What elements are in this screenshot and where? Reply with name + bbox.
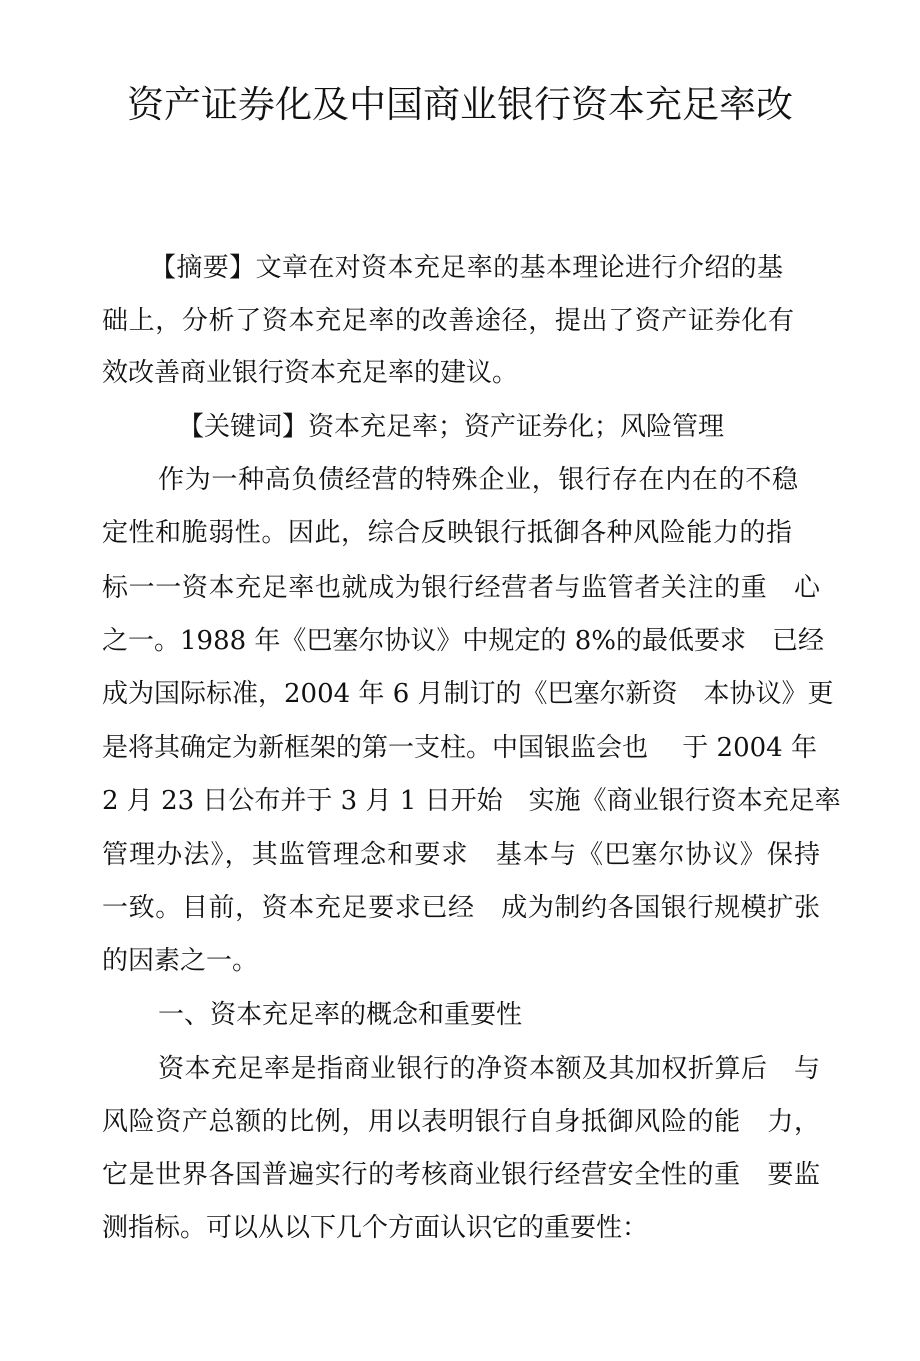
abstract-line-1: 【摘要】文章在对资本充足率的基本理论进行介绍的基 [150, 253, 783, 283]
intro-line-10: 的因素之一。 [102, 946, 259, 976]
section1-line-1: 资本充足率是指商业银行的净资本额及其加权折算后 与 [158, 1054, 820, 1084]
intro-line-5: 成为国际标准，2004 年 6 月制订的《巴塞尔新资 本协议》更 [102, 679, 834, 709]
section1-line-3: 它是世界各国普遍实行的考核商业银行经营安全性的重 要监 [102, 1160, 820, 1190]
intro-line-8: 管理办法》，其监管理念和要求 基本与《巴塞尔协议》保持 [102, 840, 820, 870]
abstract-line-2: 础上，分析了资本充足率的改善途径，提出了资产证券化有 [102, 306, 794, 336]
intro-line-7: 2 月 23 日公布并于 3 月 1 日开始 实施《商业银行资本充足率 [102, 786, 841, 816]
abstract-line-3: 效改善商业银行资本充足率的建议。 [102, 358, 519, 388]
document-title: 资产证券化及中国商业银行资本充足率改 [127, 83, 793, 126]
intro-line-6: 是将其确定为新框架的第一支柱。中国银监会也 于 2004 年 [102, 733, 817, 763]
keywords-line: 【关键词】资本充足率；资产证券化；风险管理 [178, 412, 725, 442]
section-heading: 一、资本充足率的概念和重要性 [158, 1000, 523, 1030]
section1-line-2: 风险资产总额的比例，用以表明银行自身抵御风险的能 力， [102, 1107, 820, 1137]
intro-line-3: 标一一资本充足率也就成为银行经营者与监管者关注的重 心 [102, 573, 820, 603]
section1-line-4: 测指标。可以从以下几个方面认识它的重要性： [102, 1213, 649, 1243]
intro-line-9: 一致。目前，资本充足要求已经 成为制约各国银行规模扩张 [102, 893, 820, 923]
intro-line-1: 作为一种高负债经营的特殊企业，银行存在内在的不稳 [158, 465, 798, 495]
intro-line-2: 定性和脆弱性。因此，综合反映银行抵御各种风险能力的指 [102, 518, 792, 548]
intro-line-4: 之一。1988 年《巴塞尔协议》中规定的 8%的最低要求 已经 [102, 626, 824, 656]
